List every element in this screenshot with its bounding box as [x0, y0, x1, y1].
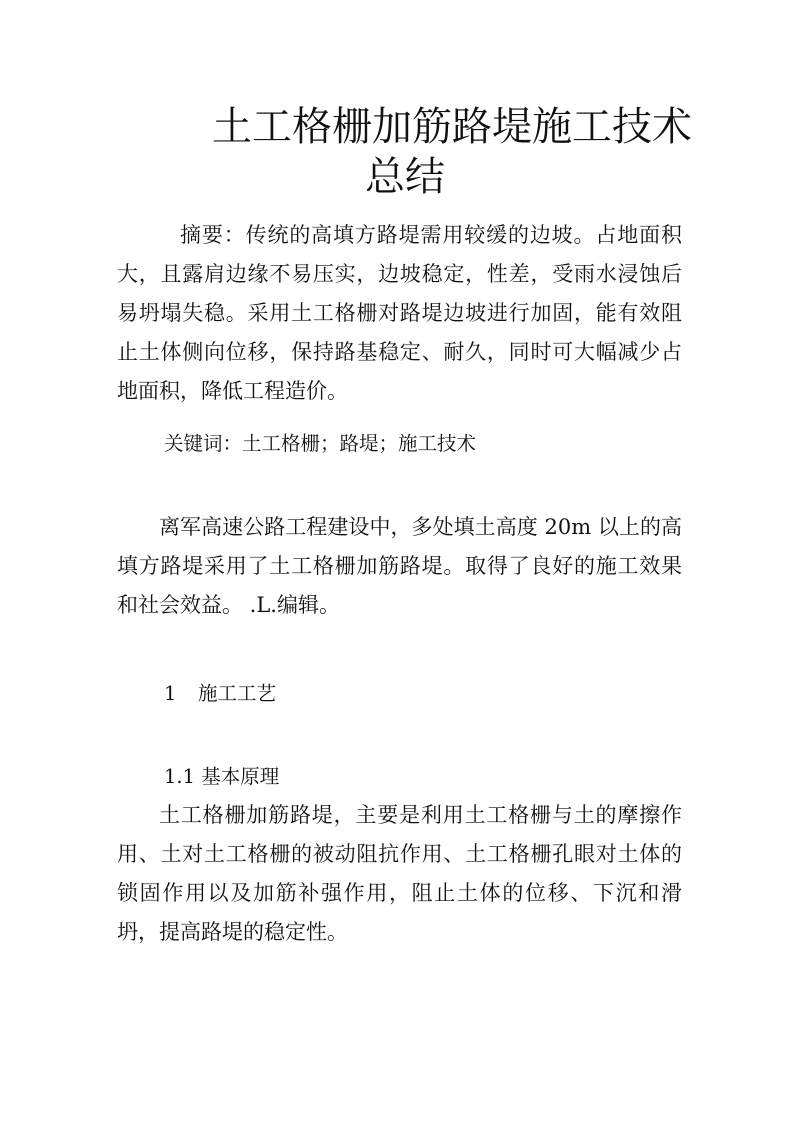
intro-paragraph: 离军高速公路工程建设中，多处填土高度 20m 以上的高填方路堤采用了土工格栅加筋路堤。取得了良好的施工效果和社会效益。 .L.编辑。: [117, 515, 682, 617]
document-title-line2: 总结: [365, 154, 445, 200]
keywords-line: 关键词：土工格栅；路堤；施工技术: [164, 432, 477, 455]
abstract-paragraph: 摘要：传统的高填方路堤需用较缓的边坡。占地面积大，且露肩边缘不易压实，边坡稳定，性差，受雨水浸蚀后易坍塌失稳。采用土工格栅对路堤边坡进行加固，能有效阻止土体侧向位移，保持路基稳定、耐久，同时可大幅减少占地面积，降低工程造价。: [117, 223, 682, 403]
section-1-1-heading: 1.1 基本原理: [164, 765, 280, 788]
document-title-line1: 土工格栅加筋路堤施工技术: [212, 104, 692, 150]
section-1-heading: [164, 674, 276, 713]
section-1-number: 1: [164, 682, 177, 705]
section-1-1-body: 土工格栅加筋路堤，主要是利用土工格栅与土的摩擦作用、土对土工格栅的被动阻抗作用、土工格栅孔眼对土体的锁固作用以及加筋补强作用，阻止土体的位移、下沉和滑坍，提高路堤的稳定性。: [117, 803, 682, 944]
section-1-title: 施工工艺: [198, 682, 277, 705]
